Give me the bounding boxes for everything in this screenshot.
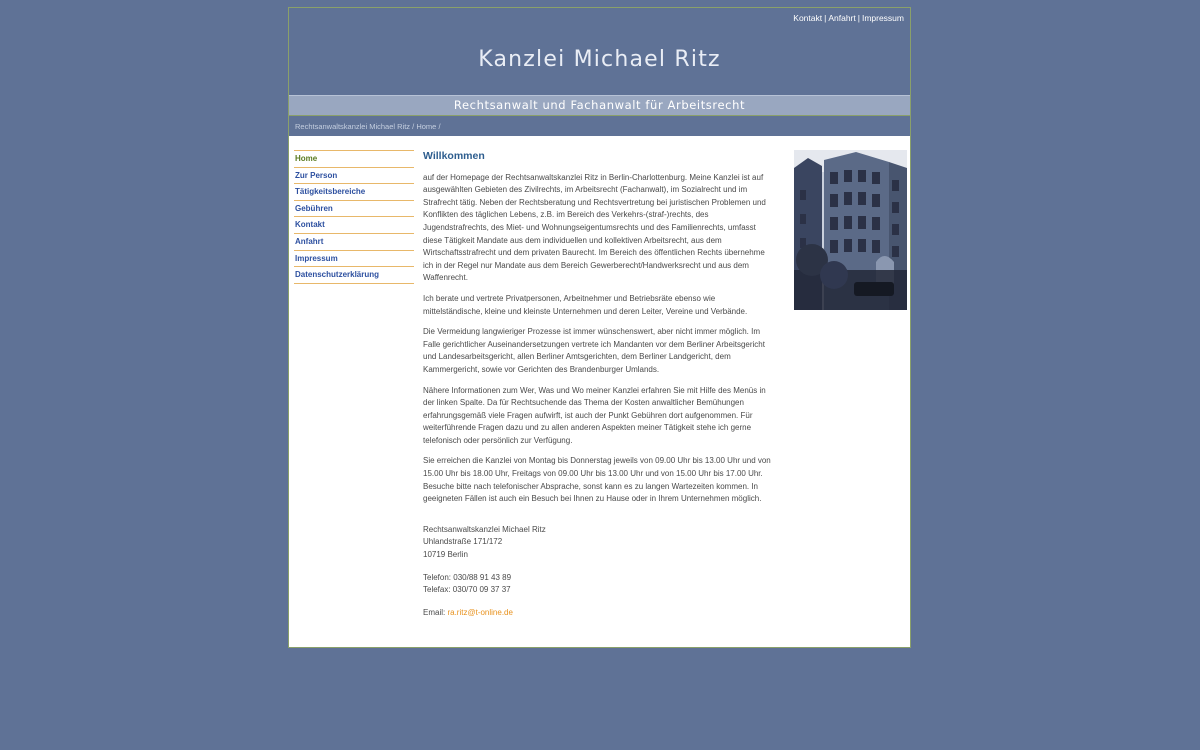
building-photo [794, 150, 907, 310]
page-title: Willkommen [423, 150, 485, 162]
address-name: Rechtsanwaltskanzlei Michael Ritz [423, 524, 546, 534]
nav-item-zur-person[interactable]: Zur Person [294, 168, 414, 185]
breadcrumb-separator: / [412, 122, 415, 131]
phone-number: Telefon: 030/88 91 43 89 [423, 572, 512, 582]
nav-item-taetigkeitsbereiche[interactable]: Tätigkeitsbereiche [294, 184, 414, 201]
spacer [423, 562, 775, 572]
breadcrumb-separator: / [438, 122, 441, 131]
top-link-impressum[interactable]: Impressum [861, 13, 904, 23]
building-photo-icon [794, 150, 907, 310]
breadcrumb-item-kanzlei[interactable]: Rechtsanwaltskanzlei Michael Ritz [295, 122, 411, 131]
nav-item-impressum[interactable]: Impressum [294, 251, 414, 268]
top-links [793, 13, 904, 23]
address-street: Uhlandstraße 171/172 [423, 537, 503, 547]
site-header [289, 8, 910, 95]
top-link-separator: | [857, 13, 860, 23]
breadcrumb-bar [289, 116, 910, 136]
top-link-anfahrt[interactable]: Anfahrt [828, 13, 856, 23]
page-container [288, 7, 911, 648]
clients-paragraph: Ich berate und vertrete Privatpersonen, Arbeitnehmer und Betriebsräte ebenso wie mittelständische, kleine und kleinste Unternehmen und deren Leiter, Vereine und Verbände. [423, 293, 748, 316]
nav-item-anfahrt[interactable]: Anfahrt [294, 234, 414, 251]
address-block [423, 524, 775, 562]
fax-number: Telefax: 030/70 09 37 37 [423, 585, 511, 595]
spacer [423, 514, 775, 524]
address-city: 10719 Berlin [423, 550, 468, 560]
email-link[interactable]: ra.ritz@t-online.de [447, 607, 513, 617]
subtitle-bar [289, 95, 910, 116]
email-line [423, 607, 775, 620]
nav-item-datenschutz[interactable]: Datenschutzerklärung [294, 267, 414, 284]
site-subtitle: Rechtsanwalt und Fachanwalt für Arbeitsrecht [453, 98, 746, 112]
top-link-kontakt[interactable]: Kontakt [793, 13, 823, 23]
info-paragraph: Nähere Informationen zum Wer, Was und Wo meiner Kanzlei erfahren Sie mit Hilfe des Menüs in der linken Spalte. Da für Rechtsuchende das Thema der Kosten anwaltlicher Bemühungen erfahrungsgemäß viele Fragen aufwirft, ist auch der Punkt Gebühren dort aufgenommen. Für weiterführende Fragen dazu und zu allen anderen Aspekten meiner Tätigkeit stehe ich gerne telefonisch oder persönlich zur Verfügung. [423, 385, 766, 445]
nav-item-gebuehren[interactable]: Gebühren [294, 201, 414, 218]
sidebar-nav [294, 150, 414, 284]
site-title: Kanzlei Michael Ritz [478, 47, 721, 72]
hours-paragraph: Sie erreichen die Kanzlei von Montag bis Donnerstag jeweils von 09.00 Uhr bis 13.00 Uhr und von 15.00 Uhr bis 18.00 Uhr, Freitags von 09.00 Uhr bis 13.00 Uhr und von 15.00 Uhr bis 17.00 Uhr. Besuche bitte nach telefonischer Absprache, sonst kann es zu langen Wartezeiten kommen. In geeigneten Fällen ist auch ein Besuch bei Ihnen zu Hause oder in Ihrem Unternehmen möglich. [423, 456, 771, 504]
breadcrumb [295, 122, 441, 131]
intro-paragraph: auf der Homepage der Rechtsanwaltskanzlei Ritz in Berlin-Charlottenburg. Meine Kanzlei ist auf ausgewählten Gebieten des Zivilrechts, im Arbeitsrecht (Fachanwalt), im Sozialrecht und im Strafrecht tätig. Neben der Rechtsberatung und Rechtsvertretung bei juristischen Problemen und Konflikten des täglichen Lebens, z.B. im Bereich des Verkehrs-(straf-)rechts, des Jugendstrafrechts, des Miet- und Wohnungseigentumsrechts und des Familienrechts, umfasst diese Tätigkeit Mandate aus dem individuellen und kollektiven Arbeitsrecht, aus dem Wirtschaftsstrafrecht und dem privaten Baurecht. Im Bereich des öffentlichen Rechts übernehme ich in der Regel nur Mandate aus dem Bereich Gewerberecht/Handwerksrecht und aus dem Waffenrecht. [423, 172, 766, 283]
main-content [423, 150, 775, 619]
spacer [423, 597, 775, 607]
top-link-separator: | [824, 13, 827, 23]
nav-item-kontakt[interactable]: Kontakt [294, 217, 414, 234]
breadcrumb-item-home[interactable]: Home [416, 122, 437, 131]
courts-paragraph: Die Vermeidung langwieriger Prozesse ist immer wünschenswert, aber nicht immer möglich. Im Falle gerichtlicher Auseinandersetzungen vertrete ich Mandanten vor dem Berliner Arbeitsgericht und Landesarbeitsgericht, allen Berliner Amtsgerichten, dem Berliner Landgericht, dem Kammergericht, sowie vor Gerichten des Brandenburger Umlands. [423, 327, 765, 374]
nav-item-home[interactable]: Home [294, 151, 414, 168]
email-label: Email: [423, 607, 446, 617]
